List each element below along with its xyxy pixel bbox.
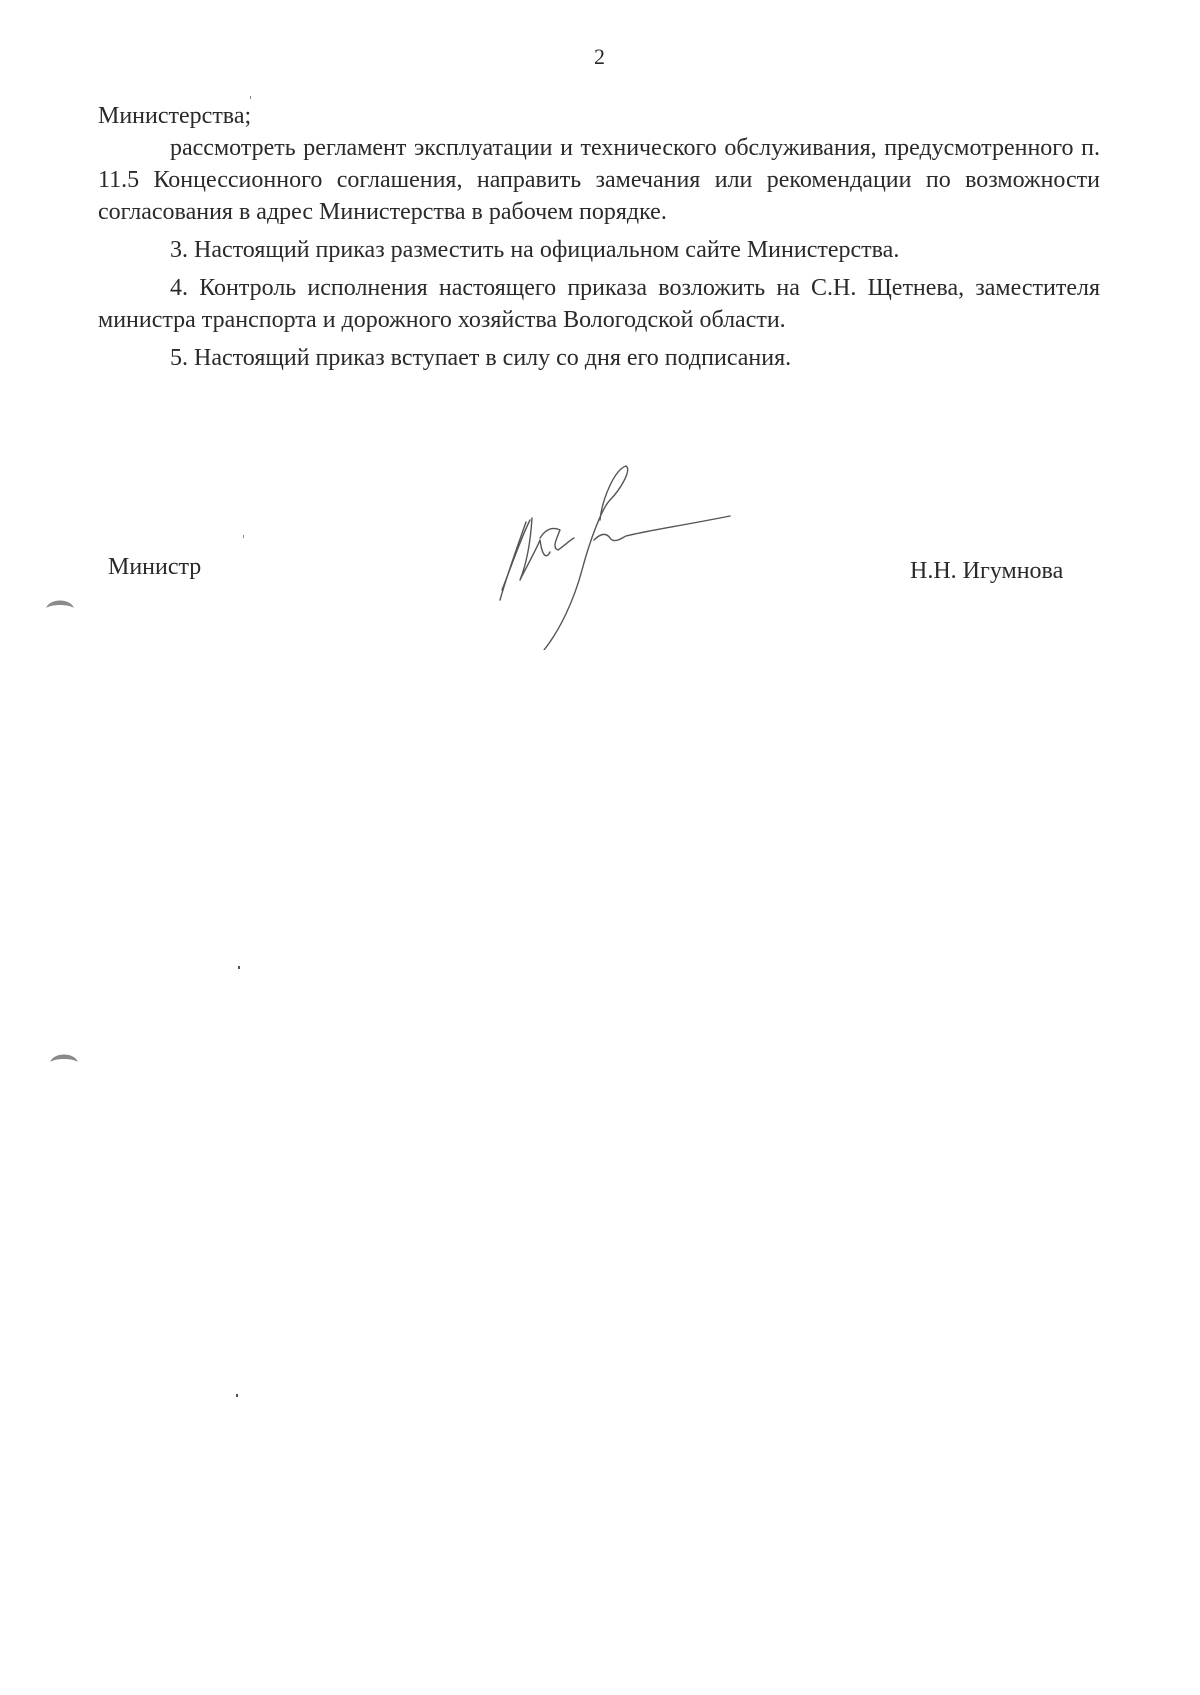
scan-speck (236, 1394, 238, 1397)
signatory-name: Н.Н. Игумнова (910, 558, 1064, 584)
punch-hole-icon (48, 1048, 80, 1064)
paragraph-continuation: Министерства; (98, 103, 252, 129)
scan-speck (250, 96, 251, 99)
paragraph-item-3: 3. Настоящий приказ разместить на официальном сайте Министерства. (170, 237, 900, 263)
signatory-title: Министр (108, 554, 202, 580)
scan-speck (238, 966, 240, 969)
paragraph-item-4: 4. Контроль исполнения настоящего приказа возложить на С.Н. Щетнева, заместителя министра транспорта и дорожного хозяйства Вологодской области. (98, 275, 1100, 333)
paragraph-item-5: 5. Настоящий приказ вступает в силу со дня его подписания. (170, 345, 792, 371)
paragraph-review-regulation: рассмотреть регламент эксплуатации и технического обслуживания, предусмотренного п. 11.5 Концессионного соглашения, направить замечания или рекомендации по возможности согласования в адрес Министерства в рабочем порядке. (98, 135, 1100, 225)
page-number: 2 (594, 44, 606, 69)
document-body (98, 100, 1100, 374)
signature-icon (490, 460, 750, 650)
punch-hole-icon (44, 594, 76, 610)
scan-speck (243, 535, 244, 538)
